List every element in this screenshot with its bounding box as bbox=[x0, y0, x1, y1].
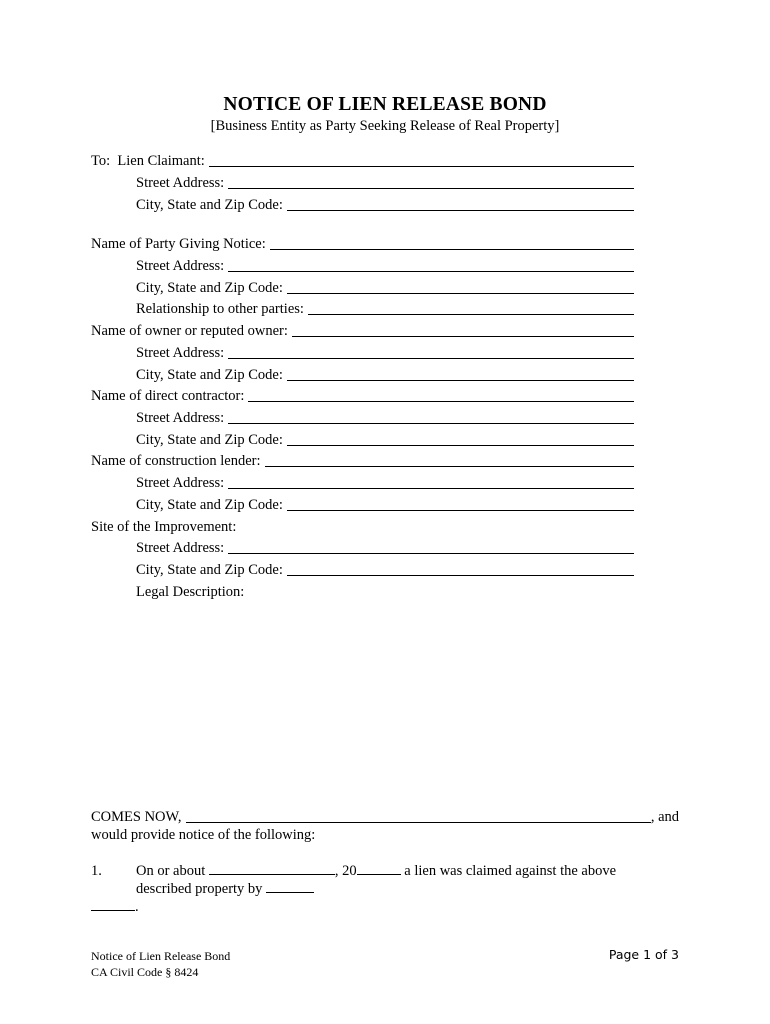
document-title: NOTICE OF LIEN RELEASE BOND bbox=[223, 94, 547, 115]
contractor-street-line[interactable] bbox=[228, 422, 634, 424]
contractor-label: Name of direct contractor: bbox=[91, 388, 245, 404]
lender-street-field[interactable] bbox=[136, 474, 634, 492]
comes-now-field[interactable] bbox=[91, 808, 679, 826]
comes-now-label: COMES NOW, bbox=[91, 809, 182, 825]
party-giving-notice-label: Name of Party Giving Notice: bbox=[91, 236, 266, 252]
owner-street-label: Street Address: bbox=[136, 345, 225, 361]
lien-claimant-label: To: Lien Claimant: bbox=[91, 153, 205, 169]
item1-date-blank[interactable] bbox=[209, 862, 335, 875]
lender-city-field[interactable] bbox=[136, 496, 634, 514]
contractor-street-field[interactable] bbox=[136, 409, 634, 427]
owner-city-line[interactable] bbox=[287, 379, 634, 381]
site-city-label: City, State and Zip Code: bbox=[136, 562, 283, 578]
party-street-field[interactable] bbox=[136, 257, 634, 275]
site-city-field[interactable] bbox=[136, 561, 634, 579]
claimant-street-label: Street Address: bbox=[136, 175, 225, 191]
contractor-city-label: City, State and Zip Code: bbox=[136, 432, 283, 448]
page-number: Page 1 of 3 bbox=[608, 947, 679, 962]
owner-street-field[interactable] bbox=[136, 344, 634, 362]
party-street-line[interactable] bbox=[228, 270, 634, 272]
owner-street-line[interactable] bbox=[228, 357, 634, 359]
party-street-label: Street Address: bbox=[136, 258, 225, 274]
party-giving-notice-field[interactable] bbox=[91, 235, 634, 253]
lender-field[interactable] bbox=[91, 452, 634, 470]
relationship-label: Relationship to other parties: bbox=[136, 301, 304, 317]
comes-now-and: , and bbox=[650, 809, 679, 825]
lender-street-label: Street Address: bbox=[136, 475, 225, 491]
item1-line3 bbox=[91, 898, 139, 916]
item1-described-by: described property by bbox=[136, 881, 263, 897]
item1-twenty: , 20 bbox=[334, 863, 357, 879]
party-giving-notice-line[interactable] bbox=[270, 248, 634, 250]
site-street-field[interactable] bbox=[136, 539, 634, 557]
footer-doc-name: Notice of Lien Release Bond bbox=[91, 949, 231, 963]
lender-street-line[interactable] bbox=[228, 487, 634, 489]
owner-city-label: City, State and Zip Code: bbox=[136, 367, 283, 383]
claimant-street-field[interactable] bbox=[136, 174, 634, 192]
contractor-street-label: Street Address: bbox=[136, 410, 225, 426]
owner-field[interactable] bbox=[91, 322, 634, 340]
item1-year-blank[interactable] bbox=[357, 862, 401, 875]
item1-line2 bbox=[136, 880, 314, 898]
claimant-city-label: City, State and Zip Code: bbox=[136, 197, 283, 213]
comes-now-line[interactable] bbox=[186, 821, 651, 823]
would-provide-text: would provide notice of the following: bbox=[91, 827, 316, 843]
claimant-city-line[interactable] bbox=[287, 209, 634, 211]
item1-line1 bbox=[136, 862, 616, 880]
contractor-field[interactable] bbox=[91, 387, 634, 405]
party-city-line[interactable] bbox=[287, 292, 634, 294]
site-street-line[interactable] bbox=[228, 552, 634, 554]
site-city-line[interactable] bbox=[287, 574, 634, 576]
claimant-street-line[interactable] bbox=[228, 187, 634, 189]
party-city-label: City, State and Zip Code: bbox=[136, 280, 283, 296]
relationship-field[interactable] bbox=[136, 300, 634, 318]
lien-claimant-line[interactable] bbox=[209, 165, 634, 167]
lender-city-label: City, State and Zip Code: bbox=[136, 497, 283, 513]
relationship-line[interactable] bbox=[308, 313, 634, 315]
legal-description-label: Legal Description: bbox=[136, 584, 245, 600]
claimant-city-field[interactable] bbox=[136, 196, 634, 214]
lender-line[interactable] bbox=[265, 465, 634, 467]
contractor-city-line[interactable] bbox=[287, 444, 634, 446]
footer-code: CA Civil Code § 8424 bbox=[91, 965, 199, 979]
contractor-line[interactable] bbox=[248, 400, 634, 402]
item1-continued-blank[interactable] bbox=[91, 898, 135, 911]
lender-label: Name of construction lender: bbox=[91, 453, 261, 469]
footer-left bbox=[91, 948, 230, 980]
party-city-field[interactable] bbox=[136, 279, 634, 297]
item1-on-or-about: On or about bbox=[136, 863, 206, 879]
lender-city-line[interactable] bbox=[287, 509, 634, 511]
site-street-label: Street Address: bbox=[136, 540, 225, 556]
item1-number: 1. bbox=[91, 863, 102, 879]
lien-claimant-field[interactable] bbox=[91, 152, 634, 170]
owner-label: Name of owner or reputed owner: bbox=[91, 323, 288, 339]
site-label: Site of the Improvement: bbox=[91, 519, 237, 535]
contractor-city-field[interactable] bbox=[136, 431, 634, 449]
item1-end: . bbox=[135, 899, 139, 915]
document-subtitle: [Business Entity as Party Seeking Release of Real Property] bbox=[210, 118, 560, 134]
item1-rest: a lien was claimed against the above bbox=[404, 863, 617, 879]
owner-line[interactable] bbox=[292, 335, 634, 337]
item1-claimant-blank[interactable] bbox=[266, 880, 314, 893]
owner-city-field[interactable] bbox=[136, 366, 634, 384]
